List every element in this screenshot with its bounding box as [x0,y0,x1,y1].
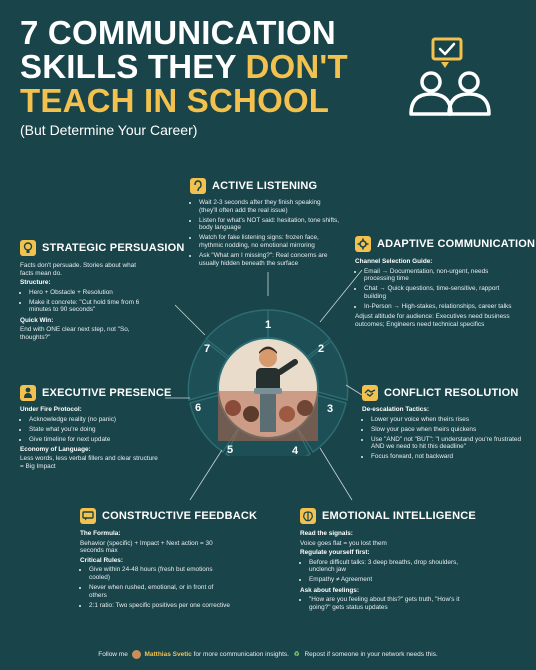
footer [0,650,536,659]
ear-icon [190,178,206,194]
executive-presence-section [20,406,160,473]
list-item: • Slow your pace when theirs quickens [371,426,522,434]
list-item: • Focus forward, not backward [371,453,522,461]
under-fire-label: Under Fire Protocol: [20,406,82,413]
conflict-resolution-title: CONFLICT RESOLUTION [384,387,519,399]
title-line-1: 7 COMMUNICATION [20,14,336,51]
adaptive-communication-header [355,236,535,252]
list-item: • 2:1 ratio: Two specific positives per one corrective [89,602,230,610]
gear-icon [355,236,371,252]
list-item: • Lower your voice when theirs rises [371,416,522,424]
wheel-number: 2 [317,343,325,355]
list-item: • Hero + Obstacle + Resolution [29,289,150,297]
list-item: • "How are you feeling about this?" gets truth, "How's it going?" gets status updates [309,596,475,611]
wheel-number: 4 [291,445,299,456]
ask-label: Ask about feelings: [300,586,359,594]
adaptive-communication-title: ADAPTIVE COMMUNICATION [377,238,536,250]
list-item: • Email → Documentation, non-urgent, needs processing time [364,268,515,283]
adaptive-communication-section [355,258,515,330]
list-item: • Make it concrete: "Cut hold time from 6 minutes to 90 seconds" [29,299,150,314]
conflict-resolution-section [362,406,522,464]
strategic-persuasion-section [20,262,150,343]
footer-follow-text: Follow me [98,651,128,659]
list-item: • Empathy ≠ Agreement [309,576,475,584]
quick-win-label: Quick Win: [20,316,54,324]
executive-presence-title: EXECUTIVE PRESENCE [42,387,172,399]
list-item: • Chat → Quick questions, time-sensitive, rapport building [364,285,515,300]
wheel-number: 1 [264,319,272,331]
list-item: • In-Person → High-stakes, relationships, career talks [364,303,515,311]
lightbulb-icon [20,240,36,256]
list-item: • Give timeline for next update [29,436,160,444]
economy-text: Less words, less verbal fillers and clear structure = Big Impact [20,455,158,471]
list-item: • Listen for what's NOT said: hesitation, tone shifts, body language [199,217,340,232]
page-subtitle: (But Determine Your Career) [20,122,198,138]
constructive-feedback-header [80,508,257,524]
emotional-intelligence-title: EMOTIONAL INTELLIGENCE [322,510,476,522]
list-item: • State what you're doing [29,426,160,434]
avatar [132,650,141,659]
wheel-number: 5 [226,444,234,456]
repost-icon: ♻ [293,651,300,659]
strategic-persuasion-header [20,240,185,256]
altitude-note: Adjust altitude for audience: Executives need business outcomes; Engineers need technical specifics [355,313,510,328]
brain-icon [300,508,316,524]
active-listening-title: ACTIVE LISTENING [212,180,318,192]
wheel-number: 7 [203,343,211,355]
wheel-number: 6 [194,402,202,414]
author-name-link[interactable]: Matthias Svetic [144,651,192,659]
strategic-persuasion-title: STRATEGIC PERSUASION [42,242,185,254]
title-line-2-highlight: DON'T [245,48,348,85]
constructive-feedback-title: CONSTRUCTIVE FEEDBACK [102,510,258,522]
feedback-icon [80,508,96,524]
list-item: • Give within 24-48 hours (fresh but emotions cooled) [89,566,230,581]
list-item: • Watch for fake listening signs: frozen face, rhythmic nodding, no emotional mirroring [199,234,340,249]
structure-label: Structure: [20,279,51,287]
regulate-label: Regulate yourself first: [300,549,370,557]
handshake-icon [362,385,378,401]
economy-label: Economy of Language: [20,445,91,453]
formula-label: The Formula: [80,530,121,537]
persuasion-intro: Facts don't persuade. Stories about what facts mean do. [20,262,136,277]
critical-rules-label: Critical Rules: [80,556,123,564]
deescalation-label: De-escalation Tactics: [362,406,430,413]
title-line-2-a: SKILLS THEY [20,48,246,85]
footer-insights-text: for more communication insights. [193,651,289,659]
emotional-intelligence-header [300,508,476,524]
constructive-feedback-section [80,530,230,612]
emotional-intelligence-section [300,530,475,614]
footer-repost-text: Repost if someone in your network needs this. [304,651,438,659]
conflict-resolution-header [362,385,519,401]
list-item: • Before difficult talks: 3 deep breaths, drop shoulders, unclench jaw [309,559,475,574]
signals-text: Voice goes flat = you lost them [300,539,387,547]
list-item: • Wait 2-3 seconds after they finish speaking (they'll often add the real issue) [199,199,340,214]
quick-win-text: End with ONE clear next step, not "So, thoughts?" [20,326,130,341]
executive-presence-header [20,385,172,401]
person-icon [20,385,36,401]
formula-text: Behavior (specific) + Impact + Next action = 30 seconds max [80,539,213,555]
wheel-number: 3 [326,403,334,415]
title-line-3: TEACH IN SCHOOL [20,82,330,119]
list-item: • Acknowledge reality (no panic) [29,416,160,424]
channel-guide-label: Channel Selection Guide: [355,258,433,265]
list-item: • Ask "What am I missing?": Real concerns are usually hidden beneath the surface [199,252,340,267]
active-listening-section [190,199,340,270]
list-item: • Never when rushed, emotional, or in front of others [89,584,230,599]
active-listening-header [190,178,317,194]
signals-label: Read the signals: [300,530,353,537]
list-item: • Use "AND" not "BUT": "I understand you're frustrated AND we need to hit this deadline" [371,436,522,451]
